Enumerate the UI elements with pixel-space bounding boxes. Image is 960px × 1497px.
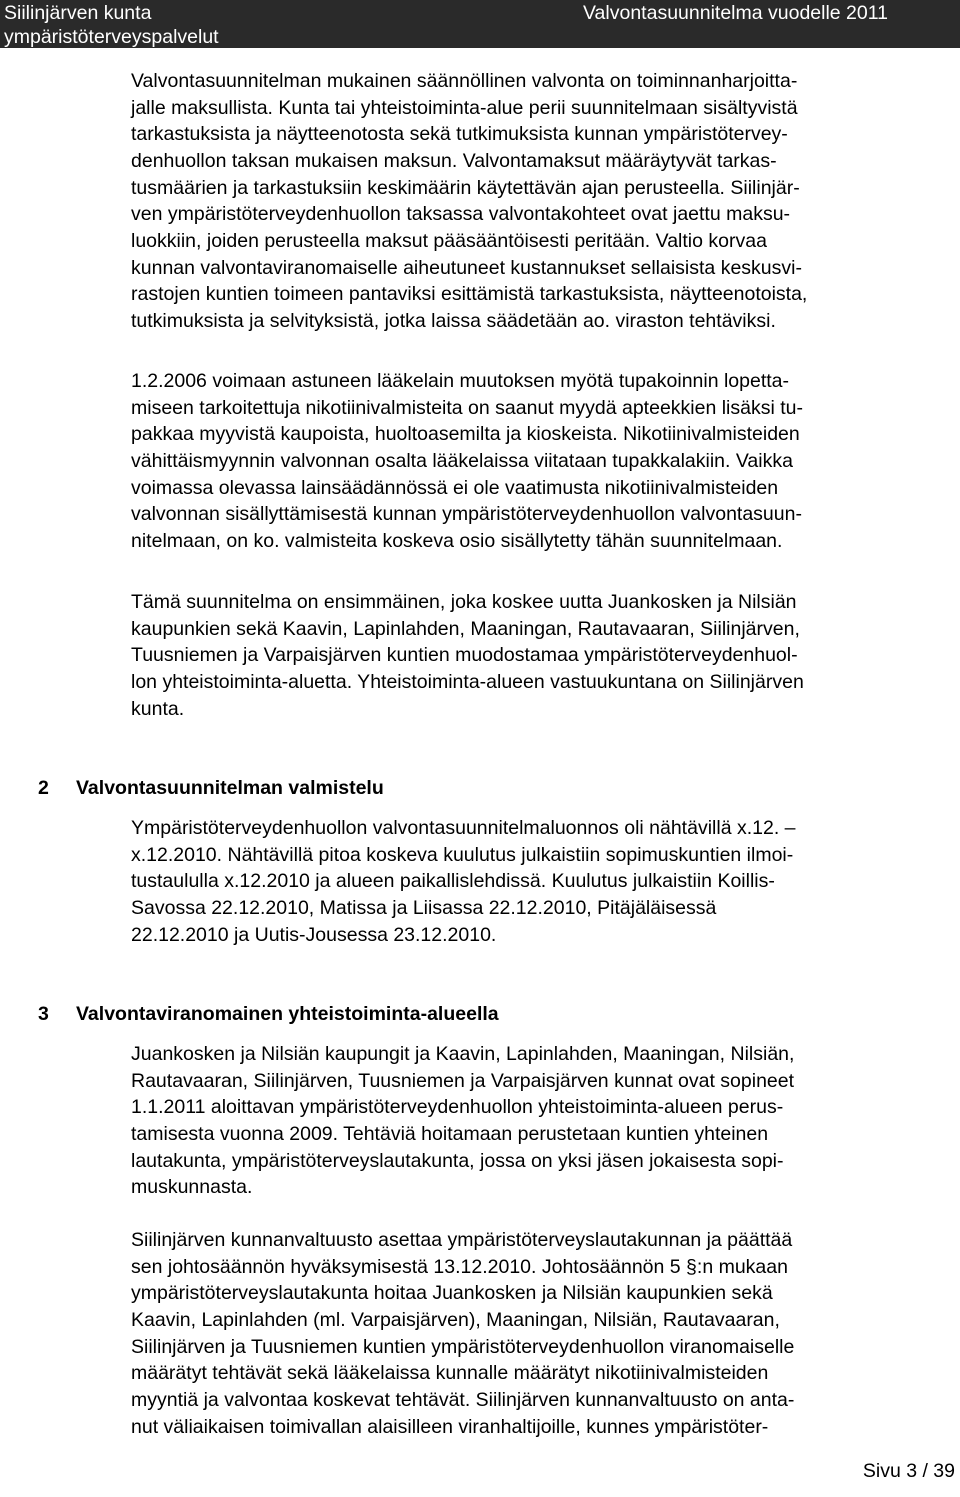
text-line: Siilinjärven kunnanvaltuusto asettaa ympäristöterveyslautakunnan ja päättää	[131, 1229, 793, 1251]
text-line: Tuusniemen ja Varpaisjärven kuntien muodostamaa ympäristöterveydenhuol-	[131, 644, 798, 667]
text-line: vähittäismyynnin valvonnan osalta lääkelaissa viitataan tupakkalakiin. Vaikka	[131, 449, 793, 472]
section-title: Valvontasuunnitelman valmistelu	[76, 777, 384, 799]
text-line: sen johtosäännön hyväksymisestä 13.12.2010. Johtosäännön 5 §:n mukaan	[131, 1255, 788, 1278]
text-line: Siilinjärven ja Tuusniemen kuntien ympäristöterveydenhuollon viranomaiselle	[131, 1335, 795, 1358]
header-organization	[4, 1, 219, 49]
text-line: Kaavin, Lapinlahden (ml. Varpaisjärven), Maaningan, Nilsiän, Rautavaaran,	[131, 1308, 780, 1331]
section-number: 3	[38, 1003, 49, 1025]
text-line: 1.1.2011 aloittavan ympäristöterveydenhuollon yhteistoiminta-alueen perus-	[131, 1096, 784, 1119]
text-line: kunta.	[131, 697, 185, 720]
text-line: lon yhteistoiminta-aluetta. Yhteistoiminta-alueen vastuukuntana on Siilinjärven	[131, 670, 804, 693]
section-number: 2	[38, 777, 49, 799]
text-line: muskunnasta.	[131, 1176, 253, 1199]
text-line: 1.2.2006 voimaan astuneen lääkelain muutoksen myötä tupakoinnin lopetta-	[131, 370, 790, 392]
text-line: Tämä suunnitelma on ensimmäinen, joka koskee uutta Juankosken ja Nilsiän	[131, 591, 797, 613]
text-line: kaupunkien sekä Kaavin, Lapinlahden, Maaningan, Rautavaaran, Siilinjärven,	[131, 617, 800, 640]
paragraph-cooperation-area	[131, 1041, 794, 1201]
text-line: pakkaa myyvistä kaupoista, huoltoasemilta ja kioskeista. Nikotiinivalmisteiden	[131, 423, 800, 446]
text-line: tarkastuksista ja näytteenotosta sekä tutkimuksista kunnan ympäristötervey-	[131, 123, 788, 146]
paragraph-nicotine-products	[131, 368, 803, 555]
header-plan-title: Valvontasuunnitelma vuodelle 2011	[583, 2, 888, 24]
text-line: x.12.2010. Nähtävillä pitoa koskeva kuulutus julkaistiin sopimuskuntien ilmoi-	[131, 843, 794, 866]
header-document-title	[583, 1, 888, 25]
text-line: voimassa olevassa lainsäädännössä ei ole vaatimusta nikotiinivalmisteiden	[131, 476, 779, 499]
text-line: tutkimuksista ja selvityksistä, jotka laissa säädetään ao. viraston tehtäviksi.	[131, 309, 776, 332]
text-line: Ympäristöterveydenhuollon valvontasuunnitelmaluonnos oli nähtävillä x.12. –	[131, 817, 796, 839]
text-line: jalle maksullista. Kunta tai yhteistoiminta-alue perii suunnitelmaan sisältyvistä	[131, 96, 798, 119]
text-line: määrätyt tehtävät sekä lääkelaissa kunnalle määrätyt nikotiinivalmisteiden	[131, 1362, 769, 1385]
paragraph-council-decision	[131, 1227, 794, 1440]
header-municipality: Siilinjärven kunta	[4, 2, 152, 24]
text-line: Juankosken ja Nilsiän kaupungit ja Kaavin, Lapinlahden, Maaningan, Nilsiän,	[131, 1043, 795, 1065]
text-line: tustaululla x.12.2010 ja alueen paikallislehdissä. Kuulutus julkaistiin Koillis-	[131, 870, 775, 893]
text-line: ven ympäristöterveydenhuollon taksassa valvontakohteet ovat jaettu maksu-	[131, 203, 791, 226]
text-line: tamisesta vuonna 2009. Tehtäviä hoitamaan perustetaan kuntien yhteinen	[131, 1122, 769, 1145]
section-title: Valvontaviranomainen yhteistoiminta-alueella	[76, 1003, 499, 1025]
paragraph-supervision-fees	[131, 68, 807, 335]
text-line: Valvontasuunnitelman mukainen säännöllinen valvonta on toiminnanharjoitta-	[131, 70, 798, 92]
text-line: nitelmaan, on ko. valmisteita koskeva osio sisällytetty tähän suunnitelmaan.	[131, 529, 783, 552]
text-line: valvonnan sisällyttämisestä kunnan ympäristöterveydenhuollon valvontasuun-	[131, 503, 802, 526]
text-line: Savossa 22.12.2010, Matissa ja Liisassa 22.12.2010, Pitäjäläisessä	[131, 896, 717, 919]
paragraph-first-plan	[131, 589, 804, 722]
text-line: myyntiä ja valvontaa koskevat tehtävät. Siilinjärven kunnanvaltuusto on antа-	[131, 1388, 795, 1411]
text-line: kunnan valvontaviranomaiselle aiheutuneet kustannukset sellaisista keskusvi-	[131, 256, 802, 279]
text-line: lautakunta, ympäristöterveyslautakunta, jossa on yksi jäsen jokaisesta sopi-	[131, 1149, 784, 1172]
page-header	[0, 0, 960, 48]
text-line: ympäristöterveyslautakunta hoitaa Juankosken ja Nilsiän kaupunkien sekä	[131, 1282, 773, 1305]
header-department: ympäristöterveyspalvelut	[4, 26, 219, 48]
text-line: Rautavaaran, Siilinjärven, Tuusniemen ja Varpaisjärven kunnat ovat sopineet	[131, 1069, 795, 1092]
text-line: luokkiin, joiden perusteella maksut pääsääntöisesti peritään. Valtio korvaa	[131, 229, 767, 252]
text-line: 22.12.2010 ja Uutis-Jousessa 23.12.2010.	[131, 923, 497, 946]
text-line: tusmäärien ja tarkastuksiin keskimäärin käytettävän ajan perusteella. Siilinjär-	[131, 176, 800, 199]
text-line: rastojen kuntien toimeen pantaviksi esittämistä tarkastuksista, näytteenotoista,	[131, 283, 808, 306]
text-line: miseen tarkoitettuja nikotiinivalmisteita on saanut myydä apteekkien lisäksi tu-	[131, 396, 803, 419]
page-number: Sivu 3 / 39	[862, 1460, 955, 1482]
text-line: nut väliaikaisen toimivallan alaisilleen viranhaltijoille, kunnes ympäristöter-	[131, 1415, 769, 1438]
paragraph-plan-preparation	[131, 815, 796, 948]
text-line: denhuollon taksan mukaisen maksun. Valvontamaksut määräytyvät tarkas-	[131, 149, 777, 172]
